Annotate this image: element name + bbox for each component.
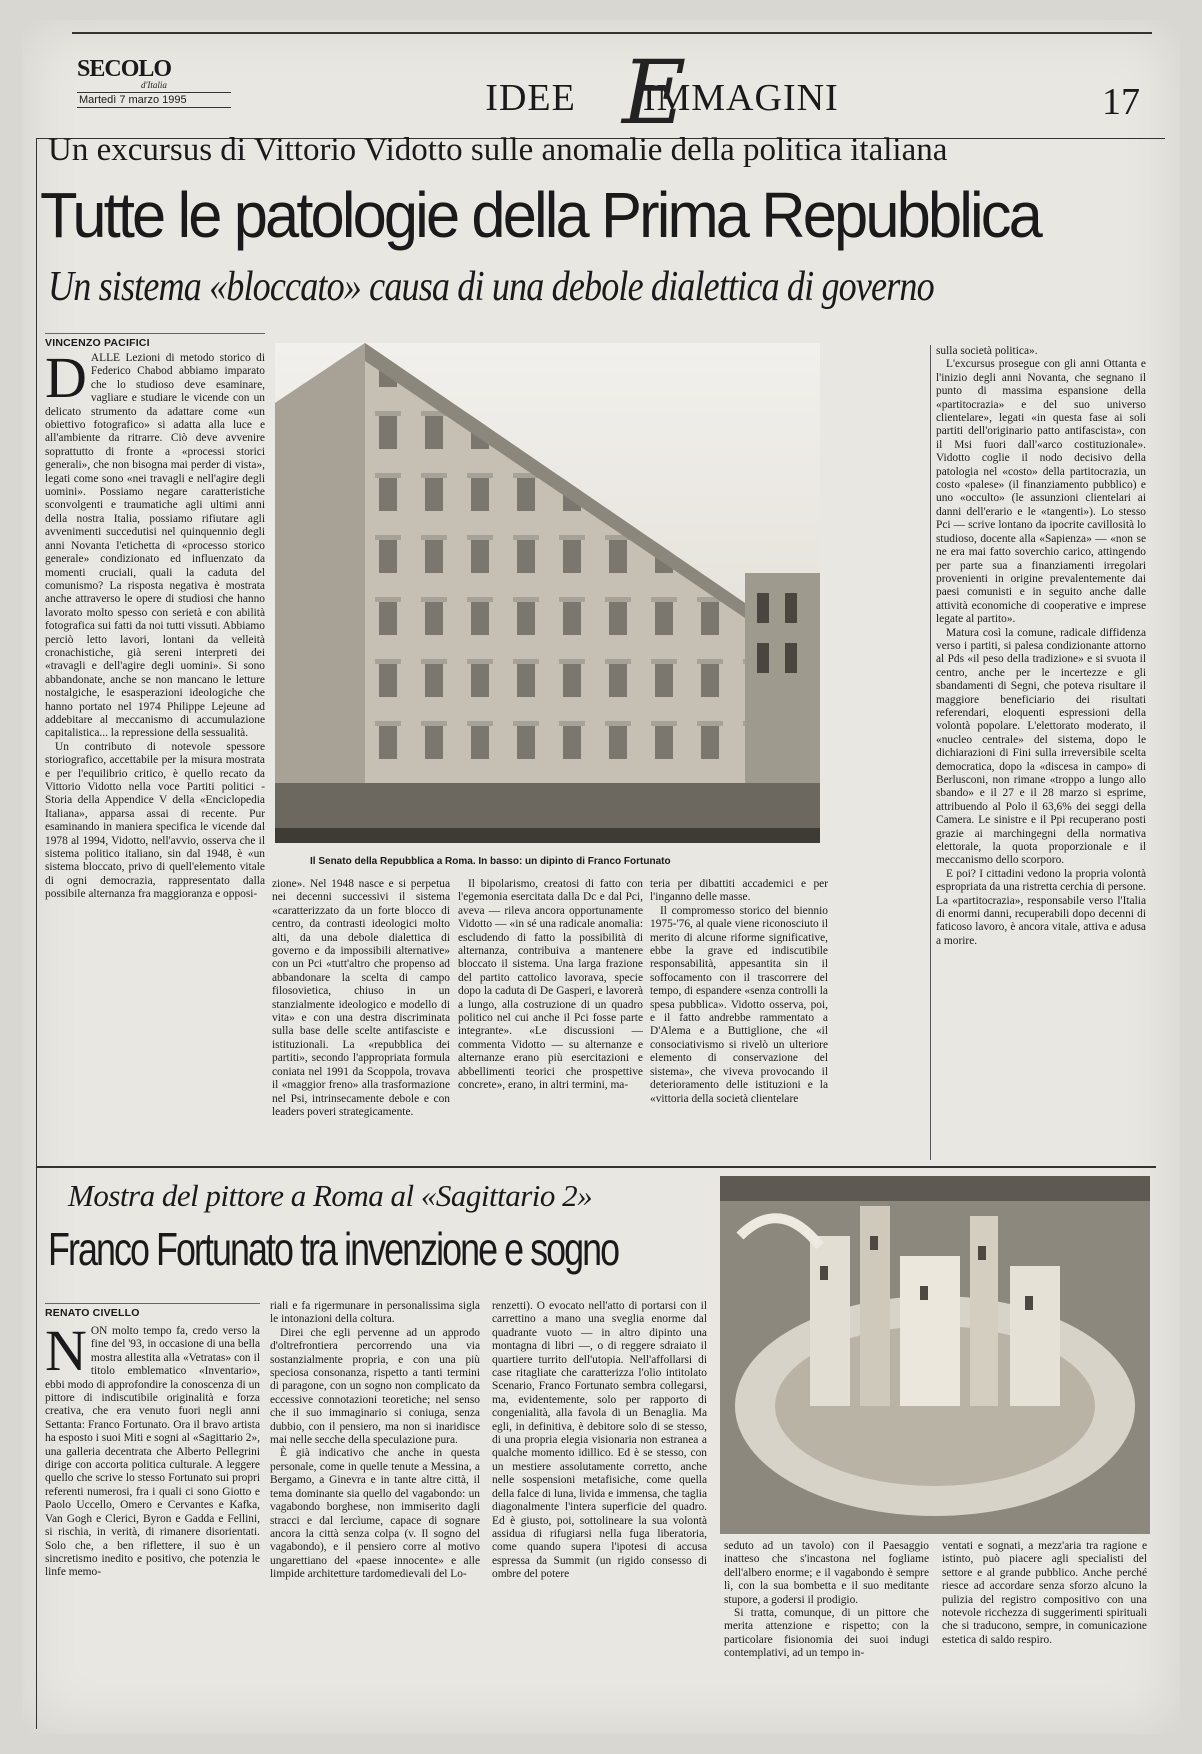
article1-column-1	[45, 352, 265, 1162]
byline-rule	[45, 333, 265, 334]
paragraph: ALLE Lezioni di metodo storico di Federico Chabod abbiamo imparato che lo studioso deve esaminare, vagliare e studiare le vicende con un delicato strumento da adattare come «un obiettivo fotografico» si adatta alla luce e all'ambiente da ritrarre. Ciò deve avvenire soprattutto di fronte a «processi storici generali», che non bisogna mai perder di vista», legati come sono «nei travagli e nell'agire degli uomini». Possiamo negare caratteristiche sconvolgenti e traumatiche agli ultimi anni della nostra Italia, possiamo rifiutare agli avvenimenti succedutisi nel quinquennio degli anni Novanta l'etichetta di «processo storico generale» condizionato ed influenzato da momenti cruciali, quali la caduta del comunismo? La risposta negativa è mostrata anche attraverso le opere di studiosi che hanno lavorato molto spesso con serietà e con abilità fotografica sui fatti da noi tutti vissuti. Abbiamo perciò letto lavori, lontani da velleità cronachistiche, già sereni interpreti dei «travagli e dell'agire degli uomini». Si sono abbandonate, anche se non mancano le letture nostalgiche, le esasperazioni ideologiche che hanno portato nel 1974 Philippe Lejeune ad addebitare al meccanismo di accumulazione capitalistica... la repressione della sessualità.	[45, 352, 265, 740]
paragraph: L'excursus prosegue con gli anni Ottanta e l'inizio degli anni Novanta, che segnano il punto di massima espansione della «partitocrazia» e del suo universo clientelare», legati «in questa fase ai soli partiti dell'originario patto antifascista», con il Msi fuori dall'«arco costituzionale». Vidotto coglie il nodo decisivo della patologia nel «costo» della partitocrazia, un costo «palese» (il finanziamento pubblico) e uno «occulto» (le assunzioni clientelari ai danni dell'erario e le «tangenti»). Lo stesso Pci — scrive lontano da ipocrite cavillosità lo studioso, docente alla «Sapienza» — «non se ne era mai fatto soverchio carico, attingendo per parte sua a finanziamenti irregolari provenienti in origine prevalentemente dai paesi comunisti e in seguito anche dalle attività economiche di cooperative e imprese legate al partito».	[936, 358, 1146, 626]
dropcap: D	[45, 352, 87, 410]
article2-byline: RENATO CIVELLO	[45, 1307, 140, 1319]
brand-logo: SECOLO	[77, 56, 172, 82]
article2-column-4	[724, 1540, 929, 1715]
article2-column-1	[45, 1325, 260, 1715]
photo-caption: Il Senato della Repubblica a Roma. In basso: un dipinto di Franco Fortunato	[310, 856, 671, 867]
dropcap: N	[45, 1325, 87, 1383]
masthead-brand	[77, 58, 237, 108]
brand-subtitle: d'Italia	[141, 80, 167, 90]
section-header	[427, 41, 897, 144]
paragraph: zione». Nel 1948 nasce e si perpetua nei decenni successivi il sistema «caratterizzato da un forte blocco di centro, da contrasti ideologici molto alti, da una debole dialettica di governo e da impossibili alternative» con un Pci «tutt'altro che propenso ad abbandonare la scelta di campo filosovietica, chiuso in un stanzialmente ideologico e modello di vita» e con una destra discriminata sulla base delle scelte antifasciste e istituzionali. La «repubblica dei partiti», secondo l'appropriata formula coniata nel 1991 da Scoppola, trovava il «maggior freno» alla trasformazione nel Psi, intrinsecamente debole e con leaders poveri strategicamente.	[272, 878, 450, 1118]
issue-date: Martedì 7 marzo 1995	[77, 92, 231, 108]
paragraph: Si tratta, comunque, di un pittore che merita attenzione e rispetto; con la particolare fisionomia dei suoi indugi contemplativi, ad un tempo in-	[724, 1607, 929, 1660]
section-left: IDEE	[485, 77, 576, 119]
article1-column-5	[936, 345, 1146, 1160]
paragraph: Direi che egli pervenne ad un approdo d'oltrefrontiera percorrendo una via sostanzialmente propria, e con una più speciosa consonanza, rispetto a tanti termini di paragone, con un sogno non complicato da eccessive connotazioni teoretiche; nel senso che il suo immaginario si coniuga, senza dubbio, con il pensiero, ma non si inaridisce mai nelle secche della speculazione pura.	[270, 1326, 480, 1447]
painting-image	[720, 1176, 1150, 1534]
article1-deck: Un sistema «bloccato» causa di una debole dialettica di governo	[48, 264, 934, 310]
paragraph: riali e fa rigermunare in personalissima sigla le intonazioni della coltura.	[270, 1300, 480, 1326]
article2-column-3	[492, 1300, 707, 1715]
fortunato-painting	[720, 1176, 1150, 1534]
paragraph: È già indicativo che anche in questa personale, come in quelle tenute a Messina, a Bergamo, a Ginevra e in tante altre città, il tema dominante sia quello del vagabondo: un vagabondo borghese, non immiserito dagli stracci e dal lercìume, capace di sognare ancora la città senza colpa (v. Il sogno del vagabondo), e il pensiero corre al motivo ungarettiano del «paese innocente» e alle limpide architetture tardomedievali del Lo-	[270, 1447, 480, 1581]
paragraph: sulla società politica».	[936, 345, 1038, 357]
paragraph: renzetti). O evocato nell'atto di portarsi con il carrettino a mano una sveglia enorme dal quadrante vuoto — in altro dipinto una montagna di libri —, o di reggere sdraiato il quartiere turrito dell'utopia. Nell'affollarsi di case ritagliate che caratterizza l'olio intitolato Scenario, Franco Fortunato sembra collegarsi, ma, evidentemente, solo per rapporto di congenialità, alla favola di un Benaglia. Ma egli, in definitiva, è debitore solo di se stesso, di una propria elegia visionaria non estranea a qualche momento idillico. Ed è se stesso, con un mestiere assolutamente corretto, anche nelle sospensioni metafisiche, come quella della falce di luna, livida e immensa, che taglia diagonalmente l'intera superficie del quadro. Ed è giusto, poi, sottolineare la sua volontà assidua di rifugiarsi nella fuga liberatoria, come quando supera l'ipotesi di accusa espressa da Summit (un rigido consesso di ombre del potere	[492, 1300, 707, 1581]
top-rule	[72, 32, 1152, 34]
article2-column-2	[270, 1300, 480, 1715]
section-ornament-e: E	[622, 41, 687, 144]
paragraph: seduto ad un tavolo) con il Paesaggio inatteso che s'incastona nel fogliame dell'albero enorme; e il vagabondo è sempre lì, con la sua bombetta e il suo meditante stupore, a godersi il prodigio.	[724, 1540, 929, 1606]
paragraph: ON molto tempo fa, credo verso la fine del '93, in occasione di una bella mostra allestita alla «Vetratas» con il titolo emblematico «Inventario», ebbi modo di approfondire la conoscenza di un pittore di indiscutibile originalità e forza creativa, che era venuto fuori negli anni Settanta: Franco Fortunato. Ora il bravo artista ha esposto i suoi Miti e sogni al «Sagittario 2», una galleria decentrata che Alberto Pellegrini dirige con accorta politica culturale. A leggere quello che scrive lo stesso Fortunato sui propri referenti numerosi, fra i quali ci sono Giotto e Paolo Uccello, Omero e Cervantes e Kafka, Van Gogh e Clerici, Byron e Gadda e Fellini, si rischia, in verità, di rimanere disorientati. Solo che, a ben riflettere, il suo è un sincretismo inedito e positivo, che potenzia le linfe memo-	[45, 1325, 260, 1579]
article-separator	[36, 1166, 1156, 1168]
senate-building-image	[275, 343, 820, 843]
paragraph: E poi? I cittadini vedono la propria volontà espropriata da una ristretta cerchia di persone. La «partitocrazia», responsabile verso l'Italia di enormi danni, recuperabili dopo decenni di faticoso lavoro, è ancora vitale, attiva e adusa a morire.	[936, 867, 1146, 947]
article2-kicker: Mostra del pittore a Roma al «Sagittario 2»	[68, 1178, 593, 1213]
paragraph: teria per dibattiti accademici e per l'inganno delle masse.	[650, 878, 828, 904]
article2-column-5	[942, 1540, 1147, 1715]
byline-rule	[45, 1303, 260, 1304]
article1-column-2	[272, 878, 450, 1158]
article1-column-3	[458, 878, 643, 1158]
paragraph: Il bipolarismo, creatosi di fatto con l'egemonia esercitata dalla Dc e dal Pci, aveva — rileva ancora opportunamente Vidotto — «in sé una radicale anomalia: escludendo di fatto la possibilità di alternanza, contribuiva a mantenere bloccato il sistema. Una larga frazione del partito cattolico lavorava, specie dopo la caduta di De Gasperi, e lavorerà a lungo, alla costruzione di un quadro politico nel cui anche il Pci fosse parte integrante». «Le discussioni — commenta Vidotto — su alternanze e alternanze erano più esercitazioni e abbellimenti teorici che prospettive concrete», erano, in altri termini, ma-	[458, 878, 643, 1092]
article1-byline: VINCENZO PACIFICI	[45, 337, 150, 349]
section-right: IMMAGINI	[642, 77, 839, 119]
article1-kicker: Un excursus di Vittorio Vidotto sulle anomalie della politica italiana	[48, 132, 948, 168]
page-number: 17	[1102, 81, 1140, 123]
paragraph: ventati e sognati, a mezz'aria tra ragione e istinto, può piacere agli specialisti del settore e al grande pubblico. Anche perché riesce ad accordare senza sforzo alcuno la pulizia del registro compositivo con una notevole ricchezza di suggerimenti spirituali che si traducono, sempre, in comunicazione estetica di saldo respiro.	[942, 1540, 1147, 1646]
article2-headline: Franco Fortunato tra invenzione e sogno	[48, 1223, 619, 1275]
senate-photo	[275, 343, 820, 843]
article1-column-4	[650, 878, 828, 1158]
article1-headline: Tutte le patologie della Prima Repubblica	[40, 179, 1040, 251]
column-rule	[930, 345, 931, 1160]
paragraph: Matura così la comune, radicale diffidenza verso i partiti, si palesa condizionante attorno al Pds «il peso della tradizione» e si svuota il centro, anche per le incertezze e gli sbandamenti di Segni, che poteva risultare il maggiore beneficiario dei risultati referendari, eloquenti espressioni della volontà popolare. L'elettorato moderato, il «nucleo centrale» del sistema, dopo le dichiarazioni di Fini sulla irreversibile scelta democratica, dopo la «discesa in campo» di Berlusconi, non rimane «troppo a lungo allo sbando» e il 27 e il 28 marzo si esprime, attribuendo al Polo il 63,6% dei seggi della Camera. Le sinistre e il Ppi recuperano posti grazie ai marchingegni della normativa elettorale, la quota proporzionale e il meccanismo dello scorporo.	[936, 626, 1146, 867]
paragraph: Un contributo di notevole spessore storiografico, accettabile per la misura mostrata e per l'equilibrio critico, è quello recato da Vittorio Vidotto nella voce Partiti politici - Storia della Appendice V della «Enciclopedia Italiana», apparsa assai di recente. Pur esaminando in maniera specifica le vicende dal 1978 al 1994, Vidotto, nell'avvio, osserva che il sistema politico italiano, sin dal 1948, è «un sistema bloccato, privo di quell'elemento vitale di ogni democrazia, rappresentato dalla possibile alternanza fra maggioranza e opposi-	[45, 740, 265, 901]
paragraph: Il compromesso storico del biennio 1975-'76, al quale viene riconosciuto il merito di alcune riforme significative, ebbe la grave ed indiscutibile responsabilità, appesantita sin il soffocamento con il trascorrere del tempo, di espandere «senza controlli la spesa pubblica». Vidotto osserva, poi, e il fatto andrebbe rammentato a D'Alema e a Buttiglione, che «il consociativismo si rivelò un ulteriore elemento di conservazione del sistema», che viveva provocando il deterioramento delle istituzioni e la «vittoria della società clientelare	[650, 904, 828, 1105]
